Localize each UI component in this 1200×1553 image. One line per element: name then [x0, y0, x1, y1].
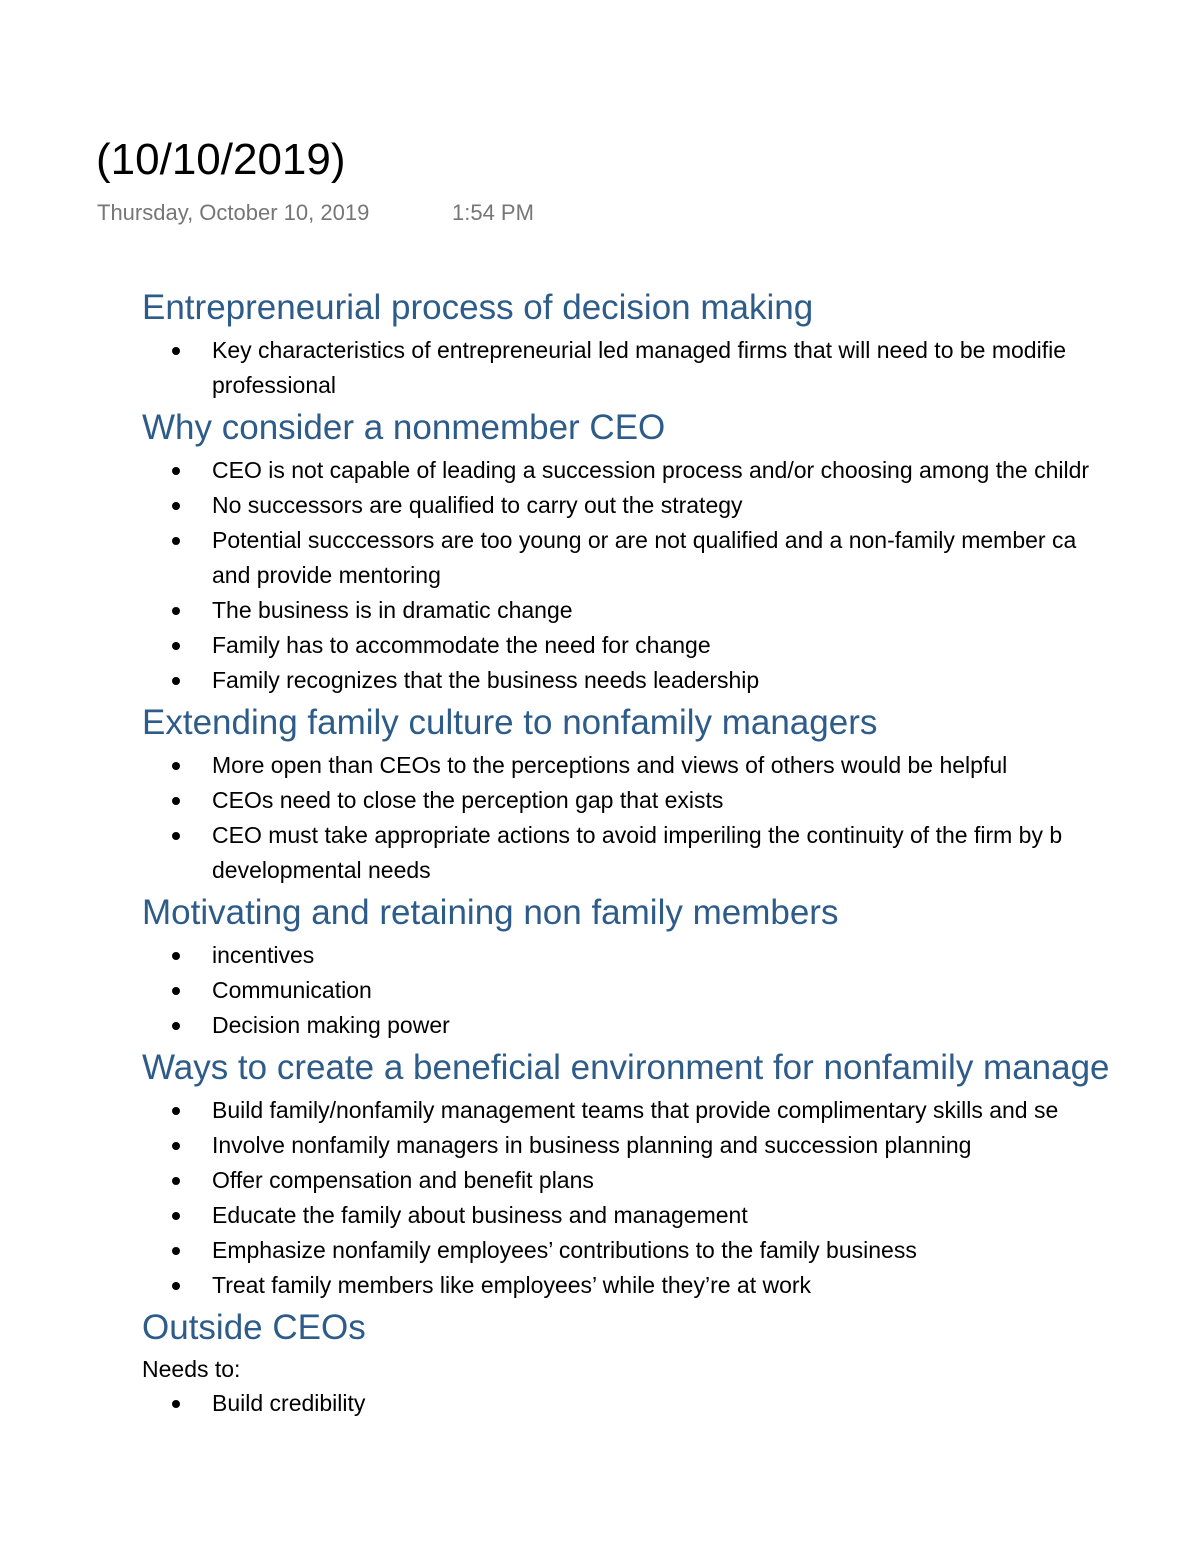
- section-heading: Ways to create a beneficial environment for nonfamily manage: [142, 1048, 1110, 1087]
- bullet-list: [142, 333, 1200, 403]
- bullet-item: [142, 818, 1200, 888]
- bullet-list: [142, 453, 1200, 698]
- page-date: Thursday, October 10, 2019: [97, 200, 370, 225]
- bullet-text: No successors are qualified to carry out the strategy: [212, 492, 743, 518]
- page-title: (10/10/2019): [96, 135, 346, 184]
- bullet-text: More open than CEOs to the perceptions and views of others would be helpful: [212, 752, 1008, 778]
- bullet-text: Build family/nonfamily management teams that provide complimentary skills and se: [212, 1097, 1059, 1123]
- bullet-item: [142, 1093, 1200, 1128]
- bullet-text: Build credibility: [212, 1390, 366, 1416]
- bullet-item: [142, 1128, 1200, 1163]
- page-time: 1:54 PM: [452, 200, 534, 225]
- note-content: [142, 283, 1200, 1421]
- bullet-text: CEO must take appropriate actions to avoid imperiling the continuity of the firm by b: [212, 822, 1063, 848]
- section-heading: Motivating and retaining non family members: [142, 893, 839, 932]
- bullet-item: [142, 1268, 1200, 1303]
- bullet-item: [142, 1198, 1200, 1233]
- section-heading: Outside CEOs: [142, 1308, 366, 1347]
- bullet-item: [142, 628, 1200, 663]
- bullet-text: professional: [212, 372, 337, 398]
- section-heading: Extending family culture to nonfamily managers: [142, 703, 878, 742]
- bullet-item: [142, 333, 1200, 403]
- bullet-text: Emphasize nonfamily employees’ contributions to the family business: [212, 1237, 917, 1263]
- bullet-text: Decision making power: [212, 1012, 450, 1038]
- bullet-text: Family recognizes that the business needs leadership: [212, 667, 760, 693]
- section-intro: Needs to:: [142, 1356, 241, 1382]
- bullet-text: Treat family members like employees’ while they’re at work: [212, 1272, 812, 1298]
- bullet-text: Offer compensation and benefit plans: [212, 1167, 594, 1193]
- bullet-item: [142, 663, 1200, 698]
- bullet-item: [142, 1233, 1200, 1268]
- section-heading: Entrepreneurial process of decision making: [142, 288, 814, 327]
- bullet-text: Key characteristics of entrepreneurial led managed firms that will need to be modifie: [212, 337, 1066, 363]
- bullet-item: [142, 783, 1200, 818]
- page-timestamp: [97, 198, 534, 228]
- bullet-item: [142, 523, 1200, 593]
- bullet-list: [142, 1386, 1200, 1421]
- bullet-list: [142, 938, 1200, 1043]
- bullet-text: Communication: [212, 977, 372, 1003]
- bullet-text: CEOs need to close the perception gap that exists: [212, 787, 724, 813]
- bullet-text: Educate the family about business and management: [212, 1202, 748, 1228]
- bullet-item: [142, 748, 1200, 783]
- bullet-text: Family has to accommodate the need for change: [212, 632, 711, 658]
- bullet-item: [142, 453, 1200, 488]
- bullet-text: The business is in dramatic change: [212, 597, 573, 623]
- bullet-item: [142, 1008, 1200, 1043]
- bullet-text: CEO is not capable of leading a succession process and/or choosing among the childr: [212, 457, 1090, 483]
- section-heading: Why consider a nonmember CEO: [142, 408, 666, 447]
- bullet-item: [142, 1163, 1200, 1198]
- bullet-item: [142, 1386, 1200, 1421]
- bullet-list: [142, 748, 1200, 888]
- bullet-item: [142, 593, 1200, 628]
- bullet-item: [142, 973, 1200, 1008]
- bullet-text: developmental needs: [212, 857, 431, 883]
- bullet-text: incentives: [212, 942, 315, 968]
- bullet-text: and provide mentoring: [212, 562, 441, 588]
- bullet-text: Involve nonfamily managers in business planning and succession planning: [212, 1132, 972, 1158]
- bullet-list: [142, 1093, 1200, 1303]
- bullet-item: [142, 488, 1200, 523]
- bullet-text: Potential succcessors are too young or are not qualified and a non-family member ca: [212, 527, 1077, 553]
- bullet-item: [142, 938, 1200, 973]
